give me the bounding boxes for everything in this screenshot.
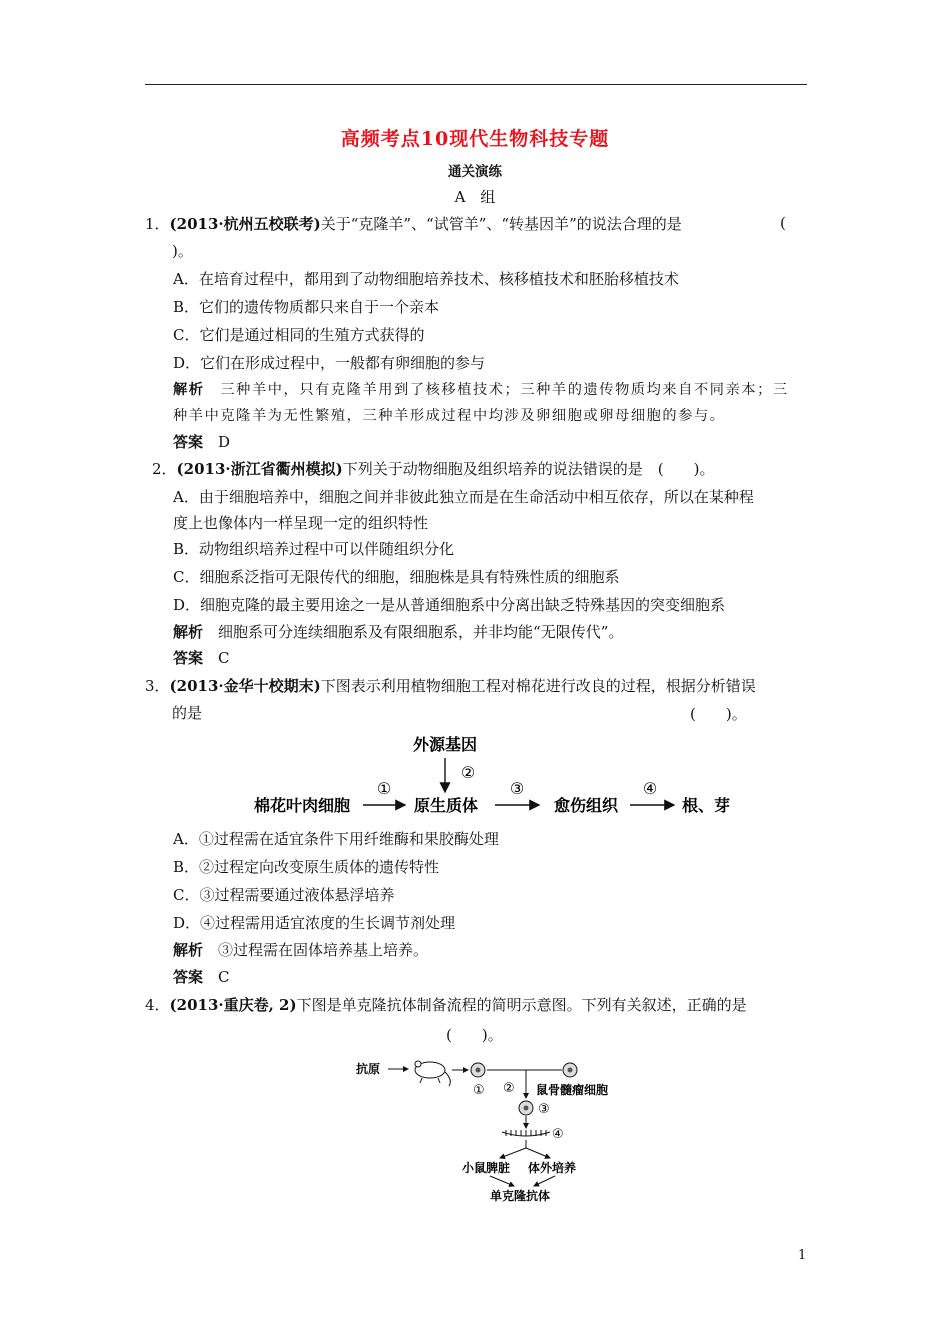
- q4-invitro-label: 体外培养: [528, 1161, 577, 1175]
- q4-cell-1-nucleus: [476, 1068, 481, 1073]
- q3-option-a: A．①过程需在适宜条件下用纤维酶和果胶酶处理: [173, 830, 499, 848]
- q4-arrow-merge-right: [534, 1176, 555, 1186]
- q3-diagram-step2: ②: [460, 763, 476, 782]
- q1-paren-open: (: [780, 214, 786, 232]
- q1-analysis-line2: 种羊中克隆羊为无性繁殖，三种羊形成过程中均涉及卵细胞或卵母细胞的参与。: [173, 408, 726, 424]
- q3-diagram-foreign-gene: 外源基因: [412, 735, 478, 754]
- q4-hybrid-nucleus: [524, 1106, 529, 1111]
- q4-step2: ②: [503, 1081, 515, 1096]
- q4-arrow-left: [500, 1148, 526, 1158]
- q3-option-d: D．④过程需用适宜浓度的生长调节剂处理: [173, 914, 456, 932]
- q1-source: (2013·杭州五校联考): [169, 215, 321, 233]
- q2-stem-text: 下列关于动物细胞及组织培养的说法错误的是: [342, 460, 643, 478]
- q3-diagram-cell: 棉花叶肉细胞: [253, 796, 351, 815]
- q2-analysis: [173, 622, 623, 642]
- q3-num: 3．: [145, 677, 170, 695]
- q4-num: 4．: [145, 996, 170, 1014]
- q1-analysis-line1: [173, 380, 789, 400]
- q4-source: (2013·重庆卷, 2): [169, 996, 297, 1014]
- page-title: 高频考点10现代生物科技专题: [340, 128, 610, 150]
- q3-diagram-step3: ③: [509, 779, 525, 798]
- q2-paren: ( )。: [657, 460, 715, 478]
- q3-diagram-callus: 愈伤组织: [553, 796, 619, 815]
- q4-diagram: [350, 1052, 630, 1212]
- q4-spleen-label: 小鼠脾脏: [462, 1161, 511, 1175]
- q1-num: 1．: [145, 215, 170, 233]
- q1-answer-label: 答案: [173, 433, 204, 451]
- q2-stem: [152, 459, 714, 479]
- q4-step3: ③: [538, 1102, 550, 1117]
- q3-paren: ( )。: [690, 705, 747, 723]
- page-number: 1: [798, 1248, 807, 1263]
- q3-diagram: [240, 728, 760, 824]
- group-label: A 组: [454, 188, 496, 206]
- mouse-icon: [415, 1061, 450, 1086]
- q3-option-c: C．③过程需要通过液体悬浮培养: [173, 886, 395, 904]
- q4-mab-label: 单克隆抗体: [490, 1189, 551, 1203]
- q4-arrow-right: [526, 1148, 550, 1158]
- q3-analysis: [173, 940, 428, 960]
- q3-option-b: B．②过程定向改变原生质体的遗传特性: [173, 858, 440, 876]
- page-subtitle: 通关演练: [448, 164, 502, 180]
- q2-answer-value: C: [218, 649, 230, 667]
- q4-cell-2-nucleus: [568, 1068, 573, 1073]
- q3-diagram-step1: ①: [376, 779, 392, 798]
- q3-source: (2013·金华十校期末): [169, 677, 321, 695]
- q4-step4: ④: [552, 1127, 564, 1142]
- q1-paren-close: )。: [172, 242, 193, 260]
- q2-option-d: D．细胞克隆的最主要用途之一是从普通细胞系中分离出缺乏特殊基因的突变细胞系: [173, 596, 726, 614]
- q3-answer-label: 答案: [173, 968, 204, 986]
- q2-option-c: C．细胞系泛指可无限传代的细胞，细胞株是具有特殊性质的细胞系: [173, 568, 620, 586]
- header-rule: [145, 84, 807, 85]
- q4-arrow-merge-left: [490, 1176, 514, 1186]
- q3-analysis-label: 解析: [173, 941, 204, 959]
- q3-answer: [173, 967, 230, 987]
- q3-answer-value: C: [218, 968, 230, 986]
- q4-stem: [145, 995, 747, 1015]
- q1-option-a: A．在培育过程中，都用到了动物细胞培养技术、核移植技术和胚胎移植技术: [173, 270, 679, 288]
- q2-option-b: B．动物组织培养过程中可以伴随组织分化: [173, 540, 455, 558]
- q4-stem-text: 下图是单克隆抗体制备流程的简明示意图。下列有关叙述，正确的是: [296, 996, 747, 1014]
- q1-answer-value: D: [218, 433, 231, 451]
- q1-stem: [145, 214, 682, 234]
- q2-analysis-label: 解析: [173, 623, 204, 641]
- q3-stem-line2: 的是: [172, 704, 203, 722]
- q3-diagram-result: 根、芽: [681, 796, 731, 815]
- q1-option-b: B．它们的遗传物质都只来自于一个亲本: [173, 298, 440, 316]
- q3-analysis-text: ③过程需在固体培养基上培养。: [218, 941, 429, 959]
- q3-stem-line1: [145, 676, 756, 696]
- q4-antigen-label: 抗原: [356, 1062, 381, 1076]
- q2-analysis-text: 细胞系可分连续细胞系及有限细胞系，并非均能“无限传代”。: [218, 623, 624, 641]
- culture-plate-icon: [502, 1130, 550, 1136]
- q1-option-d: D．它们在形成过程中，一般都有卵细胞的参与: [173, 354, 486, 372]
- q3-diagram-protoplast: 原生质体: [413, 796, 479, 815]
- q3-stem-text1: 下图表示利用植物细胞工程对棉花进行改良的过程，根据分析错误: [320, 677, 756, 695]
- q3-diagram-step4: ④: [642, 779, 658, 798]
- q1-stem-text: 关于“克隆羊”、“试管羊”、“转基因羊”的说法合理的是: [320, 215, 682, 233]
- q4-paren: ( )。: [446, 1026, 503, 1044]
- q2-num: 2．: [152, 460, 177, 478]
- q2-source: (2013·浙江省衢州模拟): [176, 460, 343, 478]
- q4-step1: ①: [473, 1083, 485, 1098]
- q1-analysis-text1: 三种羊中，只有克隆羊用到了核移植技术；三种羊的遗传物质均来自不同亲本；三: [220, 382, 789, 398]
- q2-option-a2: 度上也像体内一样呈现一定的组织特性: [173, 514, 429, 532]
- q4-myeloma-label: 鼠骨髓瘤细胞: [536, 1083, 609, 1097]
- q2-answer-label: 答案: [173, 649, 204, 667]
- q1-analysis-label: 解析: [173, 382, 205, 398]
- q1-option-c: C．它们是通过相同的生殖方式获得的: [173, 326, 425, 344]
- q2-answer: [173, 648, 230, 668]
- q1-answer: [173, 432, 230, 452]
- q2-option-a1: A．由于细胞培养中，细胞之间并非彼此独立而是在生命活动中相互依存，所以在某种程: [173, 488, 754, 506]
